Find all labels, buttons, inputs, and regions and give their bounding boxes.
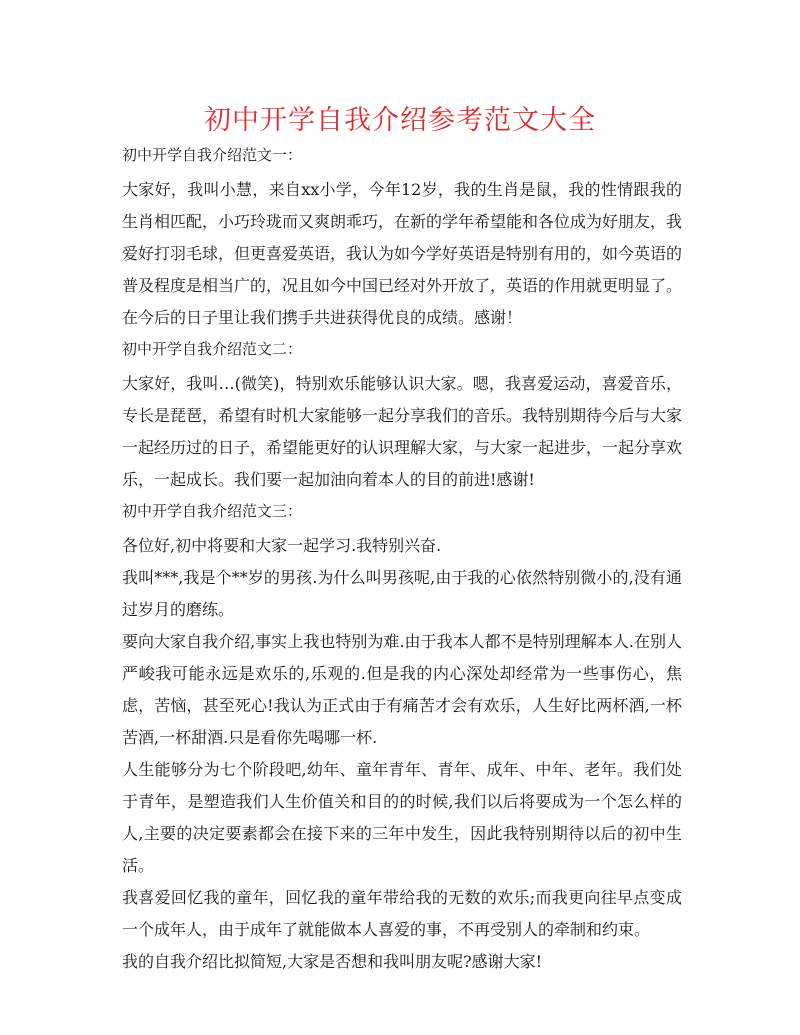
document-body	[122, 144, 682, 982]
section-3	[122, 500, 682, 978]
paragraph: 大家好，我叫…(微笑)，特别欢乐能够认识大家。嗯，我喜爱运动，喜爱音乐，专长是琵琶，希望有时机大家能够一起分享我们的音乐。我特别期待今后与大家一起经历过的日子，希望能更好的认识理解大家，与大家一起进步，一起分享欢乐，一起成长。我们要一起加油向着本人的目的前进!感谢!	[122, 374, 683, 489]
section-heading: 初中开学自我介绍范文二：	[122, 340, 303, 358]
paragraph: 我喜爱回忆我的童年，回忆我的童年带给我的无数的欢乐;而我更向往早点变成一个成年人，由于成年了就能做本人喜爱的事，不再受别人的牵制和约束。	[122, 888, 682, 939]
section-heading: 初中开学自我介绍范文三：	[122, 502, 303, 520]
section-2	[122, 338, 682, 496]
paragraph: 各位好,初中将要和大家一起学习.我特别兴奋.	[122, 536, 442, 555]
paragraph: 要向大家自我介绍,事实上我也特别为难.由于我本人都不是特别理解本人.在别人严峻我可能永远是欢乐的,乐观的.但是我的内心深处却经常为一些事伤心，焦虑，苦恼，甚至死心!我认为正式由于有痛苦才会有欢乐，人生好比两杯酒,一杯苦酒,一杯甜酒.只是看你先喝哪一杯.	[122, 632, 682, 747]
section-heading: 初中开学自我介绍范文一：	[122, 146, 303, 164]
document-title: 初中开学自我介绍参考范文大全	[204, 105, 596, 136]
paragraph: 我叫***,我是个**岁的男孩.为什么叫男孩呢,由于我的心依然特别微小的,没有通过岁月的磨练。	[122, 568, 682, 619]
paragraph: 大家好，我叫小慧，来自xx小学，今年12岁，我的生肖是鼠，我的性情跟我的生肖相匹配，小巧玲珑而又爽朗乖巧，在新的学年希望能和各位成为好朋友，我爱好打羽毛球，但更喜爱英语，我认为如今学好英语是特别有用的，如今英语的普及程度是相当广的，况且如今中国已经对外开放了，英语的作用就更明显了。在今后的日子里让我们携手共进获得优良的成绩。感谢！	[122, 180, 683, 327]
paragraph: 我的自我介绍比拟简短,大家是否想和我叫朋友呢?感谢大家!	[122, 952, 543, 971]
section-1	[122, 144, 682, 334]
paragraph: 人生能够分为七个阶段吧,幼年、童年青年、青年、成年、中年、老年。我们处于青年，是塑造我们人生价值关和目的的时候,我们以后将要成为一个怎么样的人,主要的决定要素都会在接下来的三年中发生，因此我特别期待以后的初中生活。	[122, 760, 682, 875]
